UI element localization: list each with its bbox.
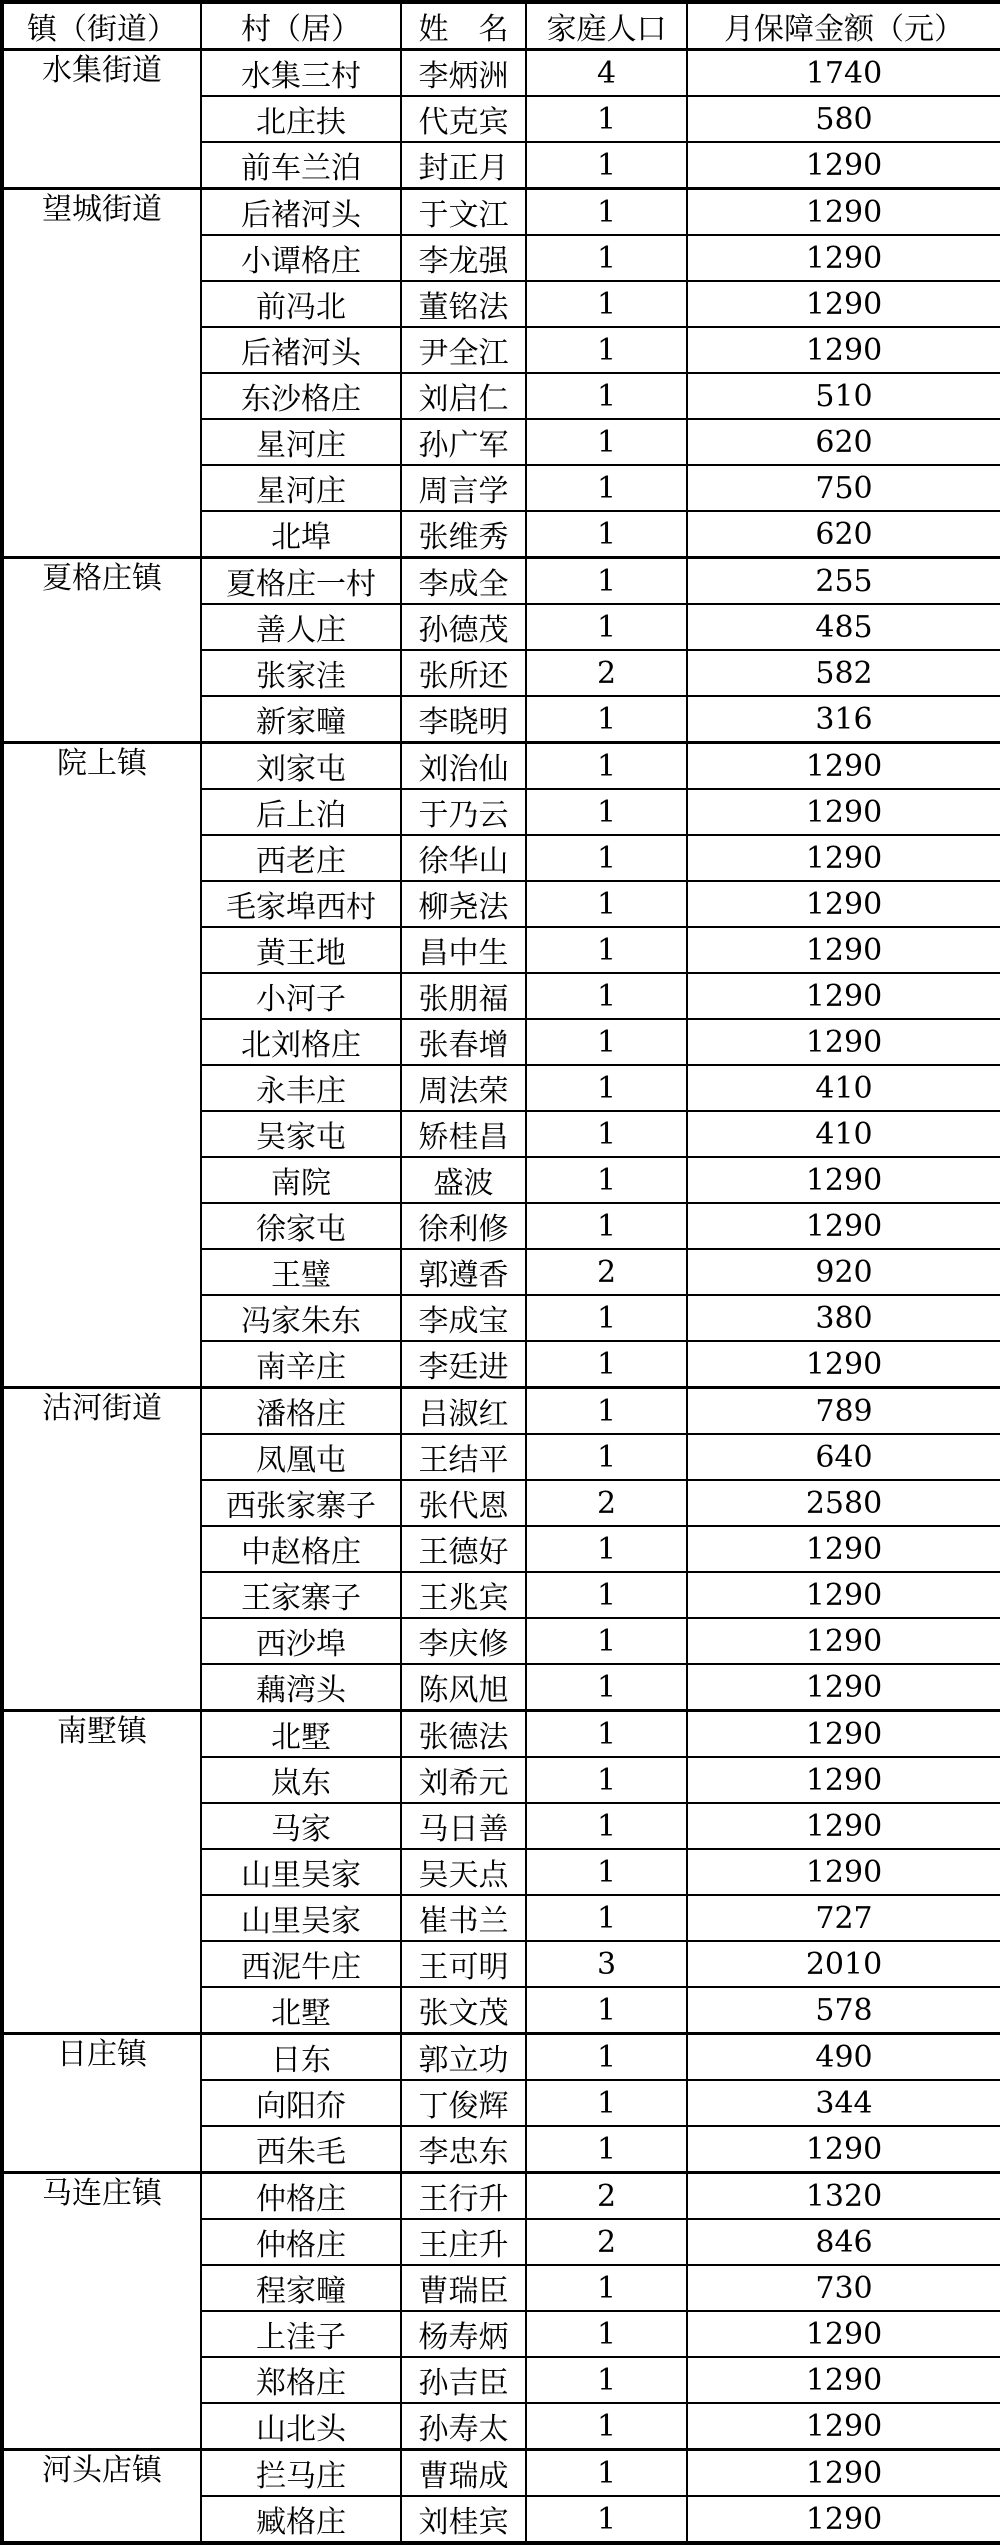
- name-cell: 昌中生: [401, 927, 526, 973]
- population-cell: 1: [526, 1526, 687, 1572]
- header-name: 姓 名: [401, 2, 526, 50]
- population-cell: 1: [526, 1618, 687, 1664]
- name-cell: 王庄升: [401, 2219, 526, 2265]
- amount-cell: 1290: [687, 927, 1000, 973]
- village-cell: 郑格庄: [201, 2357, 401, 2403]
- town-cell: 沽河街道: [2, 1388, 201, 1711]
- amount-cell: 2010: [687, 1941, 1000, 1987]
- amount-cell: 1290: [687, 1757, 1000, 1803]
- amount-cell: 846: [687, 2219, 1000, 2265]
- amount-cell: 620: [687, 511, 1000, 558]
- village-cell: 星河庄: [201, 419, 401, 465]
- population-cell: 1: [526, 511, 687, 558]
- population-cell: 1: [526, 2403, 687, 2450]
- name-cell: 尹全江: [401, 327, 526, 373]
- amount-cell: 1290: [687, 2403, 1000, 2450]
- name-cell: 杨寿炳: [401, 2311, 526, 2357]
- population-cell: 1: [526, 558, 687, 605]
- population-cell: 1: [526, 835, 687, 881]
- amount-cell: 1290: [687, 2496, 1000, 2543]
- amount-cell: 920: [687, 1249, 1000, 1295]
- population-cell: 1: [526, 743, 687, 790]
- population-cell: 4: [526, 50, 687, 97]
- population-cell: 1: [526, 96, 687, 142]
- population-cell: 1: [526, 2126, 687, 2173]
- town-cell: 日庄镇: [2, 2034, 201, 2173]
- population-cell: 1: [526, 281, 687, 327]
- population-cell: 1: [526, 373, 687, 419]
- village-cell: 马家: [201, 1803, 401, 1849]
- amount-cell: 580: [687, 96, 1000, 142]
- population-cell: 1: [526, 235, 687, 281]
- amount-cell: 789: [687, 1388, 1000, 1435]
- name-cell: 于乃云: [401, 789, 526, 835]
- village-cell: 吴家屯: [201, 1111, 401, 1157]
- population-cell: 2: [526, 1249, 687, 1295]
- name-cell: 崔书兰: [401, 1895, 526, 1941]
- village-cell: 后褚河头: [201, 189, 401, 236]
- header-amount: 月保障金额（元）: [687, 2, 1000, 50]
- population-cell: 1: [526, 1895, 687, 1941]
- village-cell: 新家疃: [201, 696, 401, 743]
- town-cell: 马连庄镇: [2, 2173, 201, 2450]
- amount-cell: 1290: [687, 973, 1000, 1019]
- population-cell: 1: [526, 1987, 687, 2034]
- amount-cell: 380: [687, 1295, 1000, 1341]
- amount-cell: 410: [687, 1065, 1000, 1111]
- village-cell: 北刘格庄: [201, 1019, 401, 1065]
- village-cell: 北墅: [201, 1987, 401, 2034]
- name-cell: 徐利修: [401, 1203, 526, 1249]
- population-cell: 1: [526, 1019, 687, 1065]
- town-cell: 院上镇: [2, 743, 201, 1388]
- name-cell: 张德法: [401, 1711, 526, 1758]
- name-cell: 郭遵香: [401, 1249, 526, 1295]
- name-cell: 张所还: [401, 650, 526, 696]
- name-cell: 矫桂昌: [401, 1111, 526, 1157]
- name-cell: 周法荣: [401, 1065, 526, 1111]
- name-cell: 孙吉臣: [401, 2357, 526, 2403]
- amount-cell: 1290: [687, 1664, 1000, 1711]
- village-cell: 山里吴家: [201, 1895, 401, 1941]
- name-cell: 李忠东: [401, 2126, 526, 2173]
- town-cell: 水集街道: [2, 50, 201, 189]
- table-row: [2, 2034, 1000, 2081]
- village-cell: 仲格庄: [201, 2173, 401, 2220]
- amount-cell: 1290: [687, 2450, 1000, 2497]
- village-cell: 北墅: [201, 1711, 401, 1758]
- village-cell: 中赵格庄: [201, 1526, 401, 1572]
- amount-cell: 510: [687, 373, 1000, 419]
- village-cell: 冯家朱东: [201, 1295, 401, 1341]
- name-cell: 张代恩: [401, 1480, 526, 1526]
- name-cell: 刘治仙: [401, 743, 526, 790]
- name-cell: 李庆修: [401, 1618, 526, 1664]
- amount-cell: 490: [687, 2034, 1000, 2081]
- table-header: [2, 2, 1000, 50]
- population-cell: 1: [526, 2034, 687, 2081]
- village-cell: 东沙格庄: [201, 373, 401, 419]
- amount-cell: 1290: [687, 1618, 1000, 1664]
- population-cell: 1: [526, 1157, 687, 1203]
- population-cell: 1: [526, 1203, 687, 1249]
- name-cell: 孙广军: [401, 419, 526, 465]
- population-cell: 1: [526, 1111, 687, 1157]
- table-row: [2, 1711, 1000, 1758]
- amount-cell: 620: [687, 419, 1000, 465]
- village-cell: 岚东: [201, 1757, 401, 1803]
- amount-cell: 750: [687, 465, 1000, 511]
- village-cell: 毛家埠西村: [201, 881, 401, 927]
- town-cell: 南墅镇: [2, 1711, 201, 2034]
- population-cell: 1: [526, 1295, 687, 1341]
- village-cell: 仲格庄: [201, 2219, 401, 2265]
- village-cell: 黄王地: [201, 927, 401, 973]
- name-cell: 张文茂: [401, 1987, 526, 2034]
- village-cell: 徐家屯: [201, 1203, 401, 1249]
- village-cell: 王家寨子: [201, 1572, 401, 1618]
- village-cell: 向阳夼: [201, 2080, 401, 2126]
- village-cell: 南辛庄: [201, 1341, 401, 1388]
- village-cell: 星河庄: [201, 465, 401, 511]
- population-cell: 2: [526, 2173, 687, 2220]
- amount-cell: 1290: [687, 1803, 1000, 1849]
- name-cell: 李炳洲: [401, 50, 526, 97]
- amount-cell: 2580: [687, 1480, 1000, 1526]
- population-cell: 1: [526, 789, 687, 835]
- amount-cell: 1290: [687, 235, 1000, 281]
- amount-cell: 640: [687, 1434, 1000, 1480]
- name-cell: 孙德茂: [401, 604, 526, 650]
- header-row: [2, 2, 1000, 50]
- population-cell: 1: [526, 1572, 687, 1618]
- village-cell: 山里吴家: [201, 1849, 401, 1895]
- population-cell: 1: [526, 927, 687, 973]
- village-cell: 西泥牛庄: [201, 1941, 401, 1987]
- population-cell: 2: [526, 650, 687, 696]
- population-cell: 1: [526, 2450, 687, 2497]
- name-cell: 李成宝: [401, 1295, 526, 1341]
- amount-cell: 582: [687, 650, 1000, 696]
- amount-cell: 316: [687, 696, 1000, 743]
- table-row: [2, 2450, 1000, 2497]
- village-cell: 水集三村: [201, 50, 401, 97]
- amount-cell: 410: [687, 1111, 1000, 1157]
- village-cell: 小谭格庄: [201, 235, 401, 281]
- population-cell: 1: [526, 1757, 687, 1803]
- population-cell: 1: [526, 2080, 687, 2126]
- name-cell: 封正月: [401, 142, 526, 189]
- table-body: [2, 50, 1000, 2544]
- village-cell: 后褚河头: [201, 327, 401, 373]
- name-cell: 李晓明: [401, 696, 526, 743]
- name-cell: 王德好: [401, 1526, 526, 1572]
- population-cell: 2: [526, 1480, 687, 1526]
- population-cell: 1: [526, 142, 687, 189]
- population-cell: 1: [526, 2265, 687, 2311]
- amount-cell: 1290: [687, 142, 1000, 189]
- amount-cell: 1290: [687, 1203, 1000, 1249]
- name-cell: 张春增: [401, 1019, 526, 1065]
- village-cell: 张家洼: [201, 650, 401, 696]
- amount-cell: 1290: [687, 327, 1000, 373]
- village-cell: 西沙埠: [201, 1618, 401, 1664]
- table-row: [2, 50, 1000, 97]
- table-row: [2, 2173, 1000, 2220]
- name-cell: 柳尧法: [401, 881, 526, 927]
- name-cell: 王行升: [401, 2173, 526, 2220]
- name-cell: 张维秀: [401, 511, 526, 558]
- village-cell: 小河子: [201, 973, 401, 1019]
- name-cell: 董铭法: [401, 281, 526, 327]
- amount-cell: 344: [687, 2080, 1000, 2126]
- amount-cell: 1290: [687, 189, 1000, 236]
- population-cell: 1: [526, 1803, 687, 1849]
- name-cell: 于文江: [401, 189, 526, 236]
- amount-cell: 727: [687, 1895, 1000, 1941]
- amount-cell: 1290: [687, 2126, 1000, 2173]
- village-cell: 南院: [201, 1157, 401, 1203]
- population-cell: 1: [526, 2357, 687, 2403]
- amount-cell: 1290: [687, 1849, 1000, 1895]
- amount-cell: 1290: [687, 743, 1000, 790]
- amount-cell: 1290: [687, 1526, 1000, 1572]
- name-cell: 王结平: [401, 1434, 526, 1480]
- village-cell: 前冯北: [201, 281, 401, 327]
- village-cell: 善人庄: [201, 604, 401, 650]
- amount-cell: 1290: [687, 1341, 1000, 1388]
- town-cell: 河头店镇: [2, 2450, 201, 2544]
- village-cell: 西朱毛: [201, 2126, 401, 2173]
- header-town: 镇（街道）: [2, 2, 201, 50]
- amount-cell: 1290: [687, 2357, 1000, 2403]
- population-cell: 1: [526, 1849, 687, 1895]
- amount-cell: 1290: [687, 1572, 1000, 1618]
- amount-cell: 255: [687, 558, 1000, 605]
- header-population: 家庭人口: [526, 2, 687, 50]
- population-cell: 1: [526, 419, 687, 465]
- population-cell: 1: [526, 1664, 687, 1711]
- name-cell: 吴天点: [401, 1849, 526, 1895]
- village-cell: 永丰庄: [201, 1065, 401, 1111]
- amount-cell: 1290: [687, 281, 1000, 327]
- village-cell: 夏格庄一村: [201, 558, 401, 605]
- name-cell: 李廷进: [401, 1341, 526, 1388]
- name-cell: 李成全: [401, 558, 526, 605]
- village-cell: 凤凰屯: [201, 1434, 401, 1480]
- name-cell: 王可明: [401, 1941, 526, 1987]
- name-cell: 王兆宾: [401, 1572, 526, 1618]
- village-cell: 西张家寨子: [201, 1480, 401, 1526]
- name-cell: 刘桂宾: [401, 2496, 526, 2543]
- name-cell: 曹瑞成: [401, 2450, 526, 2497]
- name-cell: 张朋福: [401, 973, 526, 1019]
- name-cell: 孙寿太: [401, 2403, 526, 2450]
- name-cell: 吕淑红: [401, 1388, 526, 1435]
- population-cell: 1: [526, 604, 687, 650]
- population-cell: 1: [526, 1388, 687, 1435]
- name-cell: 马日善: [401, 1803, 526, 1849]
- population-cell: 1: [526, 973, 687, 1019]
- population-cell: 1: [526, 881, 687, 927]
- amount-cell: 1290: [687, 789, 1000, 835]
- table-row: [2, 743, 1000, 790]
- village-cell: 北埠: [201, 511, 401, 558]
- name-cell: 刘希元: [401, 1757, 526, 1803]
- amount-cell: 1290: [687, 835, 1000, 881]
- amount-cell: 1320: [687, 2173, 1000, 2220]
- population-cell: 3: [526, 1941, 687, 1987]
- amount-cell: 1740: [687, 50, 1000, 97]
- village-cell: 后上泊: [201, 789, 401, 835]
- village-cell: 程家疃: [201, 2265, 401, 2311]
- name-cell: 盛波: [401, 1157, 526, 1203]
- amount-cell: 730: [687, 2265, 1000, 2311]
- name-cell: 代克宾: [401, 96, 526, 142]
- name-cell: 郭立功: [401, 2034, 526, 2081]
- population-cell: 1: [526, 696, 687, 743]
- amount-cell: 1290: [687, 1019, 1000, 1065]
- name-cell: 周言学: [401, 465, 526, 511]
- village-cell: 前车兰泊: [201, 142, 401, 189]
- population-cell: 1: [526, 1341, 687, 1388]
- population-cell: 2: [526, 2219, 687, 2265]
- town-cell: 望城街道: [2, 189, 201, 558]
- village-cell: 日东: [201, 2034, 401, 2081]
- population-cell: 1: [526, 327, 687, 373]
- amount-cell: 1290: [687, 881, 1000, 927]
- population-cell: 1: [526, 1434, 687, 1480]
- amount-cell: 1290: [687, 1711, 1000, 1758]
- table-row: [2, 558, 1000, 605]
- amount-cell: 578: [687, 1987, 1000, 2034]
- amount-cell: 485: [687, 604, 1000, 650]
- name-cell: 李龙强: [401, 235, 526, 281]
- population-cell: 1: [526, 465, 687, 511]
- population-cell: 1: [526, 2496, 687, 2543]
- header-village: 村（居）: [201, 2, 401, 50]
- table-row: [2, 1388, 1000, 1435]
- name-cell: 徐华山: [401, 835, 526, 881]
- table-row: [2, 189, 1000, 236]
- village-cell: 刘家屯: [201, 743, 401, 790]
- name-cell: 刘启仁: [401, 373, 526, 419]
- amount-cell: 1290: [687, 2311, 1000, 2357]
- village-cell: 北庄扶: [201, 96, 401, 142]
- amount-cell: 1290: [687, 1157, 1000, 1203]
- population-cell: 1: [526, 2311, 687, 2357]
- name-cell: 曹瑞臣: [401, 2265, 526, 2311]
- population-cell: 1: [526, 1711, 687, 1758]
- village-cell: 潘格庄: [201, 1388, 401, 1435]
- town-cell: 夏格庄镇: [2, 558, 201, 743]
- name-cell: 丁俊辉: [401, 2080, 526, 2126]
- name-cell: 陈风旭: [401, 1664, 526, 1711]
- population-cell: 1: [526, 189, 687, 236]
- village-cell: 山北头: [201, 2403, 401, 2450]
- village-cell: 西老庄: [201, 835, 401, 881]
- population-cell: 1: [526, 1065, 687, 1111]
- village-cell: 王璧: [201, 1249, 401, 1295]
- village-cell: 拦马庄: [201, 2450, 401, 2497]
- village-cell: 藕湾头: [201, 1664, 401, 1711]
- village-cell: 上洼子: [201, 2311, 401, 2357]
- village-cell: 臧格庄: [201, 2496, 401, 2543]
